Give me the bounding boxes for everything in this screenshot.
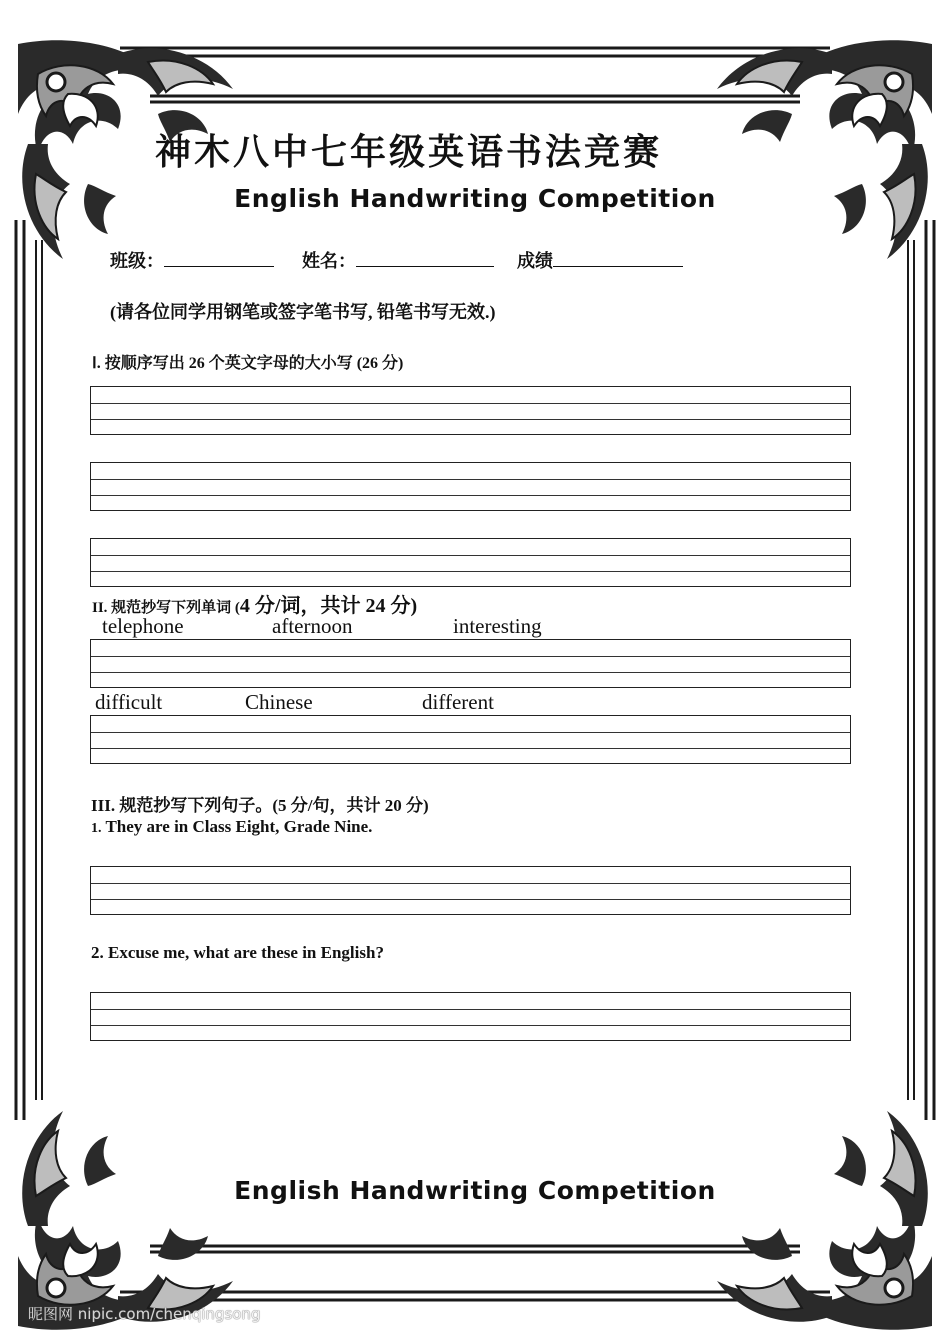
class-label: 班级： xyxy=(110,251,164,271)
writing-lines[interactable] xyxy=(90,639,851,688)
sentence-1 xyxy=(91,817,372,837)
watermark: 昵图网 nipic.com/chenqingsong xyxy=(28,1305,261,1323)
score-field[interactable] xyxy=(517,247,683,273)
writing-lines[interactable] xyxy=(90,386,851,435)
instruction-note: (请各位同学用钢笔或签字笔书写, 铅笔书写无效.) xyxy=(110,302,496,322)
name-blank[interactable] xyxy=(356,250,494,267)
word-chinese: Chinese xyxy=(245,690,313,714)
score-label: 成绩 xyxy=(517,251,553,271)
word-afternoon: afternoon xyxy=(272,614,353,638)
section3-heading: III. 规范抄写下列句子。(5 分/句，共计 20 分) xyxy=(91,796,429,815)
name-label: 姓名： xyxy=(302,251,356,271)
writing-lines[interactable] xyxy=(90,866,851,915)
writing-lines[interactable] xyxy=(90,715,851,764)
class-field[interactable] xyxy=(110,247,274,273)
word-difficult: difficult xyxy=(95,690,163,714)
title-chinese: 神木八中七年级英语书法竞赛 xyxy=(155,131,663,173)
section1-heading: Ⅰ. 按顺序写出 26 个英文字母的大小写 (26 分) xyxy=(92,355,404,372)
name-field[interactable] xyxy=(302,247,494,273)
sentence-2: 2. Excuse me, what are these in English? xyxy=(91,943,384,962)
word-telephone: telephone xyxy=(102,614,184,638)
writing-lines[interactable] xyxy=(90,462,851,511)
section2-heading-small: II. 规范抄写下列单词 ( xyxy=(92,600,240,616)
writing-lines[interactable] xyxy=(90,992,851,1041)
word-different: different xyxy=(422,690,494,714)
score-blank[interactable] xyxy=(553,250,683,267)
word-interesting: interesting xyxy=(453,614,542,638)
title-english: English Handwriting Competition xyxy=(234,184,716,213)
sentence-1-text: They are in Class Eight, Grade Nine. xyxy=(105,817,373,836)
title-english-bottom: English Handwriting Competition xyxy=(234,1176,716,1205)
sentence-1-number: 1. xyxy=(91,821,102,836)
class-blank[interactable] xyxy=(164,250,274,267)
writing-lines[interactable] xyxy=(90,538,851,587)
section2-heading-big: 4 分/词，共计 24 分) xyxy=(239,595,418,617)
